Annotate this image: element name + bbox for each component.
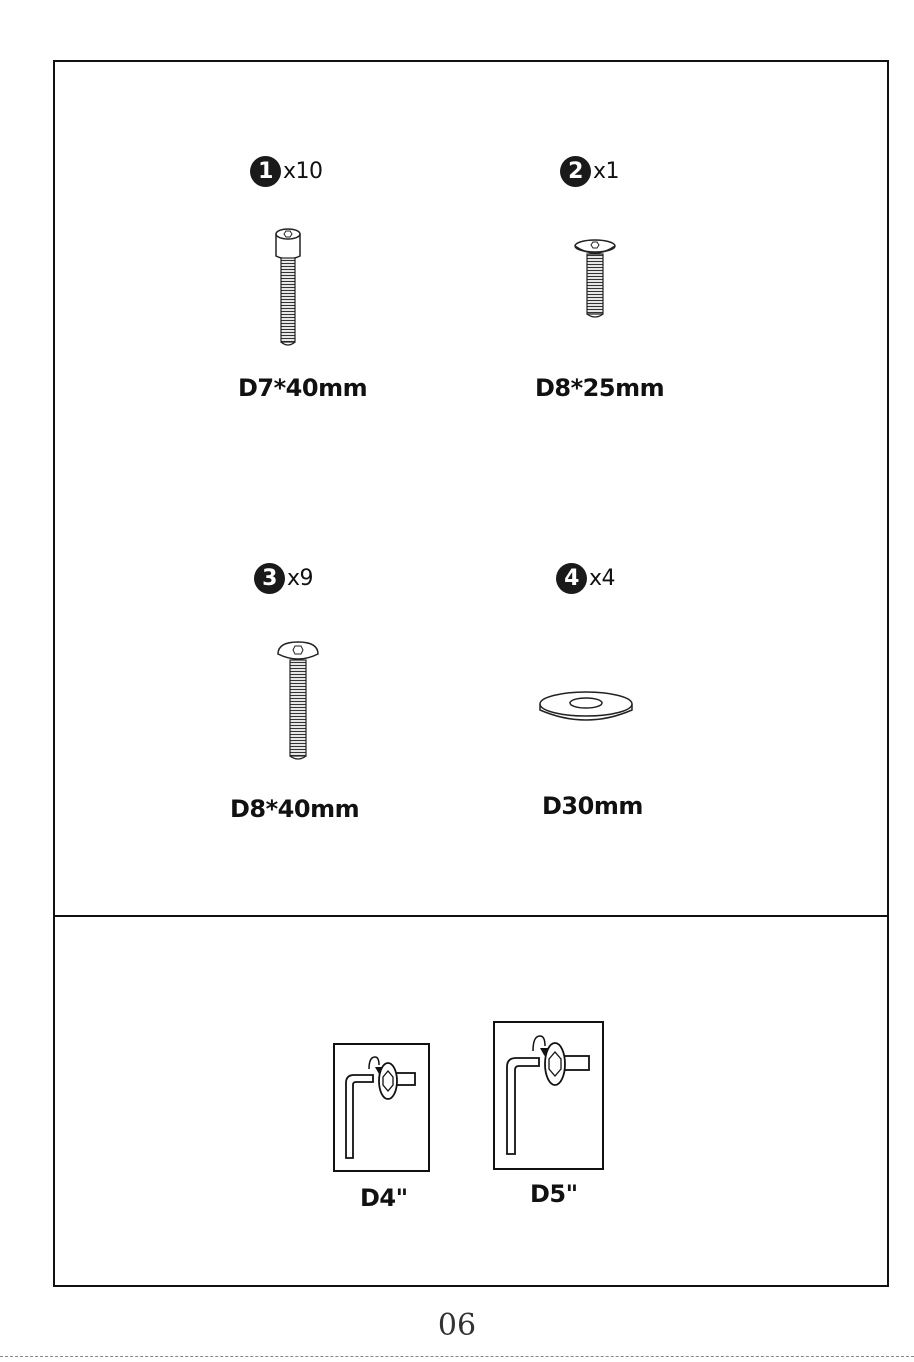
- part-3-quantity: [254, 563, 313, 594]
- part-3-size: D8*40mm: [230, 795, 360, 823]
- cut-line: [0, 1356, 914, 1357]
- part-2-quantity: [560, 156, 619, 187]
- part-1-quantity: [250, 156, 323, 187]
- tool-2-size: D5": [530, 1180, 578, 1208]
- part-number-badge: 1: [250, 156, 281, 187]
- part-4-quantity: [556, 563, 615, 594]
- page-number: 06: [437, 1308, 477, 1343]
- allen-key-icon: [333, 1043, 430, 1172]
- hardware-panel: [53, 60, 889, 917]
- quantity-label: x9: [287, 566, 314, 591]
- part-1-size: D7*40mm: [238, 374, 368, 402]
- allen-key-icon: [493, 1021, 604, 1170]
- tool-1-size: D4": [360, 1184, 408, 1212]
- part-number-badge: 4: [556, 563, 587, 594]
- tools-panel: [53, 915, 889, 1287]
- button-head-bolt-icon: [274, 640, 322, 762]
- quantity-label: x1: [593, 159, 620, 184]
- quantity-label: x10: [283, 159, 323, 184]
- part-number-badge: 2: [560, 156, 591, 187]
- part-number-badge: 3: [254, 563, 285, 594]
- quantity-label: x4: [589, 566, 616, 591]
- hex-socket-cap-bolt-icon: [268, 226, 308, 348]
- part-4-size: D30mm: [542, 792, 643, 820]
- flat-head-bolt-icon: [572, 236, 618, 320]
- part-2-size: D8*25mm: [535, 374, 665, 402]
- flat-washer-icon: [536, 686, 636, 726]
